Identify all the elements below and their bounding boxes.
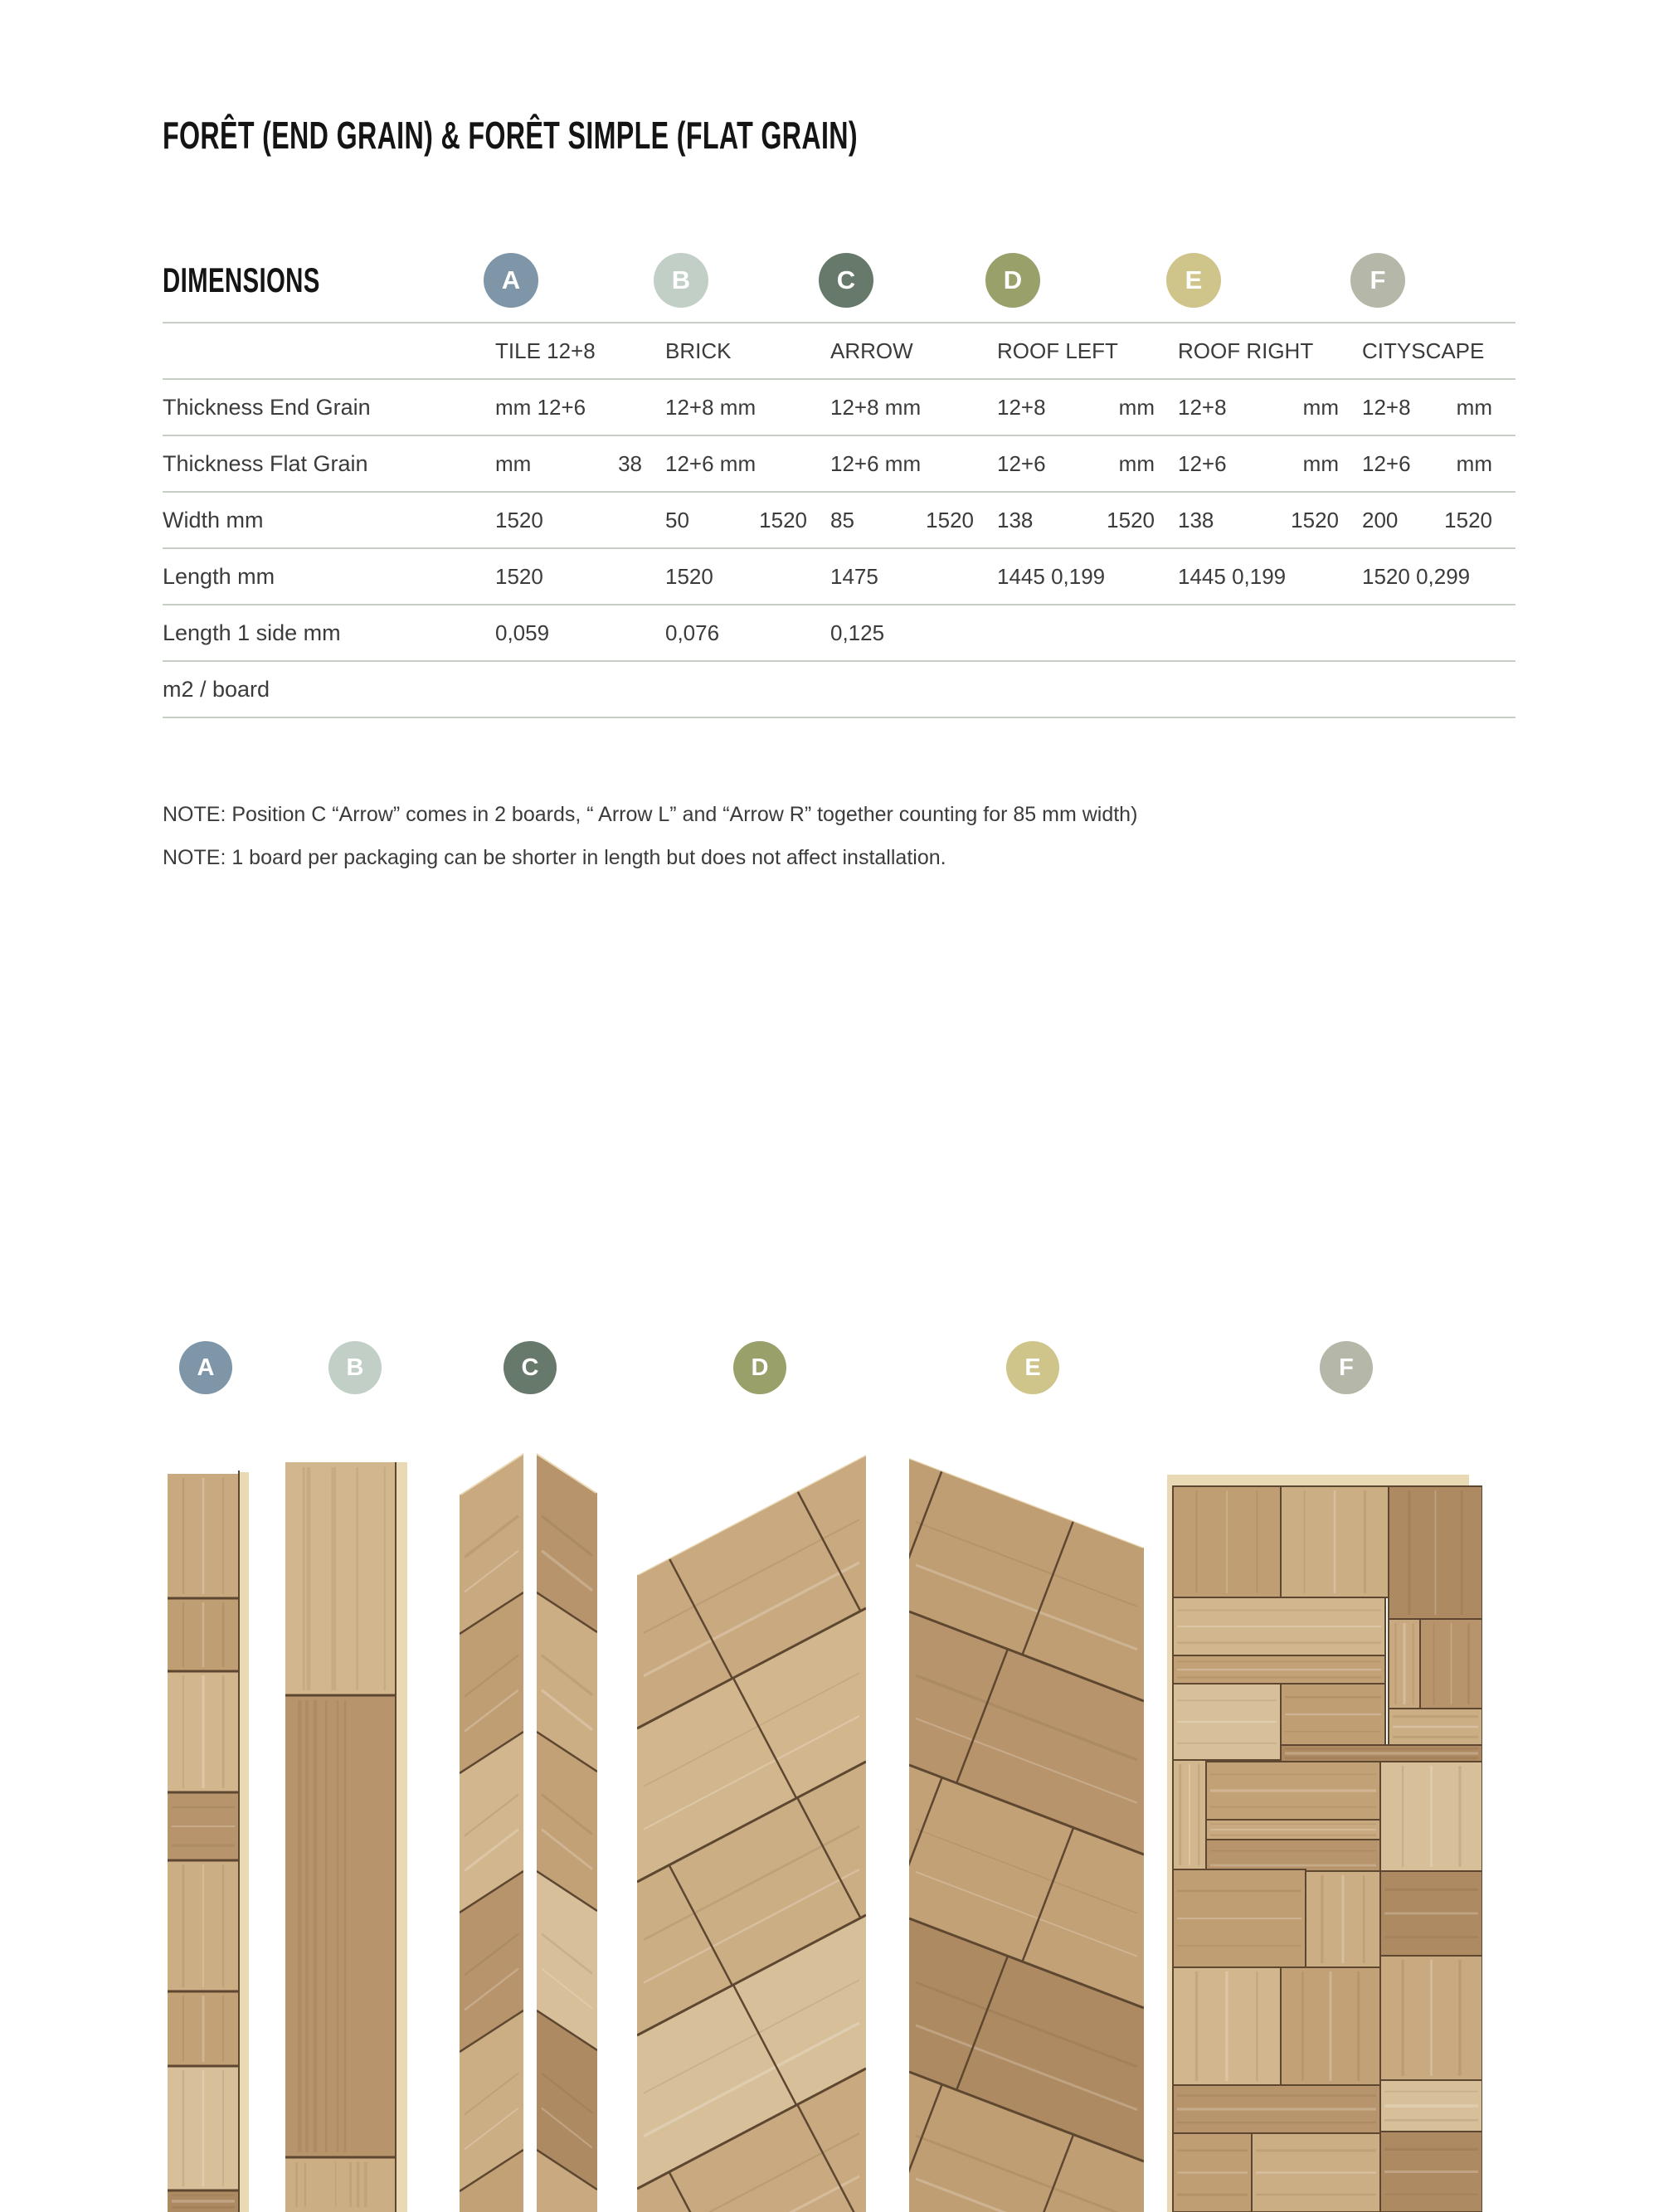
cell-value: 1520 xyxy=(759,507,807,532)
cell-value: 1475 xyxy=(830,563,878,589)
table-cell xyxy=(830,620,997,646)
figure-circle-letter: D xyxy=(751,1354,769,1381)
cell-value: 1520 xyxy=(495,563,543,589)
cell-value: mm xyxy=(495,450,532,476)
figure-circle-letter: C xyxy=(521,1354,539,1381)
table-cell xyxy=(830,508,997,533)
position-circles-row xyxy=(163,239,1515,323)
position-circle-cell xyxy=(1178,253,1362,308)
notes-block xyxy=(163,793,1137,879)
row-label xyxy=(163,677,495,702)
figure-circle-letter: B xyxy=(346,1354,364,1381)
position-circle-d xyxy=(985,253,1040,308)
figure-circle-letter: A xyxy=(197,1354,215,1381)
row-label xyxy=(163,564,495,590)
row-label-text: m2 / board xyxy=(163,676,270,702)
position-letter: E xyxy=(1185,265,1203,294)
column-header-b xyxy=(665,338,830,364)
cell-value: mm xyxy=(1118,394,1155,420)
wood-pattern-tile-image xyxy=(168,1471,249,2212)
figure-circle-e xyxy=(1006,1341,1059,1394)
cell-value: 85 xyxy=(830,507,854,532)
column-header-d xyxy=(997,338,1178,364)
cell-value: 1520 xyxy=(1444,507,1492,532)
table-cell xyxy=(495,508,665,533)
note-line: NOTE: 1 board per packaging can be shorter in length but does not affect installation. xyxy=(163,846,946,869)
row-label xyxy=(163,620,495,646)
column-header-e xyxy=(1178,338,1362,364)
table-row xyxy=(163,605,1515,662)
position-letter: F xyxy=(1370,265,1386,294)
cell-value: mm xyxy=(1118,450,1155,476)
dimensions-table xyxy=(163,239,1515,718)
wood-pattern-arrow-right-image xyxy=(537,1453,597,2212)
table-cell xyxy=(997,564,1178,590)
table-cell xyxy=(1178,451,1362,477)
cell-value: 1520 xyxy=(1107,507,1155,532)
cell-value: mm xyxy=(1456,394,1492,420)
table-cell xyxy=(997,508,1178,533)
wood-pattern-cityscape-image xyxy=(1167,1475,1482,2212)
cell-value: 12+6 xyxy=(1178,450,1227,476)
position-circle-f xyxy=(1350,253,1405,308)
dimensions-heading: DIMENSIONS xyxy=(163,260,320,299)
column-header-label: ARROW xyxy=(830,338,913,363)
cell-value: 1520 xyxy=(495,507,543,532)
table-cell xyxy=(1178,564,1362,590)
cell-value: 12+8 xyxy=(1362,394,1411,420)
cell-value: 0,059 xyxy=(495,620,550,645)
cell-value: mm xyxy=(1302,450,1339,476)
dimensions-heading-cell xyxy=(163,260,495,300)
cell-value: 200 xyxy=(1362,507,1399,532)
row-label xyxy=(163,395,495,421)
position-circle-cell xyxy=(495,253,665,308)
cell-value: 1520 0,299 xyxy=(1362,563,1471,589)
position-circle-cell xyxy=(830,253,997,308)
wood-pattern-brick-image xyxy=(285,1462,407,2212)
cell-value: 0,125 xyxy=(830,620,885,645)
table-cell xyxy=(1178,508,1362,533)
wood-column-arrow-left xyxy=(460,1453,523,2212)
wood-column-roof-left xyxy=(637,1455,866,2212)
row-label-text: Thickness End Grain xyxy=(163,394,371,420)
column-header-label: ROOF LEFT xyxy=(997,338,1118,363)
table-cell xyxy=(665,395,830,421)
figure-circle-d xyxy=(733,1341,786,1394)
wood-column-roof-right xyxy=(909,1458,1144,2212)
cell-value: 138 xyxy=(997,507,1034,532)
cell-value: mm 12+6 xyxy=(495,394,586,420)
table-row xyxy=(163,549,1515,605)
cell-value: 12+8 xyxy=(1178,394,1227,420)
table-cell xyxy=(495,620,665,646)
position-circle-e xyxy=(1166,253,1221,308)
table-cell xyxy=(997,395,1178,421)
figure-circle-letter: E xyxy=(1024,1354,1041,1381)
table-row xyxy=(163,493,1515,549)
table-row xyxy=(163,436,1515,493)
cell-value: 12+8 xyxy=(997,394,1046,420)
row-label-text: Length 1 side mm xyxy=(163,620,341,645)
table-cell xyxy=(495,451,665,477)
table-cell xyxy=(1362,564,1515,590)
row-label-text: Width mm xyxy=(163,507,264,532)
cell-value: mm xyxy=(1456,450,1492,476)
position-circle-c xyxy=(819,253,873,308)
position-circle-b xyxy=(654,253,708,308)
row-label xyxy=(163,451,495,477)
cell-value: 0,076 xyxy=(665,620,720,645)
table-cell xyxy=(665,620,830,646)
column-header-label: ROOF RIGHT xyxy=(1178,338,1314,363)
position-letter: C xyxy=(836,265,856,294)
position-circle-a xyxy=(484,253,538,308)
wood-column-brick xyxy=(285,1462,407,2212)
cell-value: 12+8 mm xyxy=(665,394,757,420)
row-label xyxy=(163,508,495,533)
cell-value: 138 xyxy=(1178,507,1214,532)
position-letter: D xyxy=(1003,265,1023,294)
cell-value: 12+8 mm xyxy=(830,394,922,420)
table-cell xyxy=(1362,451,1515,477)
column-header-f xyxy=(1362,338,1515,364)
column-header-a xyxy=(495,338,665,364)
cell-value: 1520 xyxy=(665,563,713,589)
wood-pattern-roof-right-image xyxy=(909,1458,1144,2212)
cell-value: 1445 0,199 xyxy=(1178,563,1287,589)
position-circle-cell xyxy=(997,253,1178,308)
position-circle-cell xyxy=(665,253,830,308)
column-header-label: CITYSCAPE xyxy=(1362,338,1485,363)
table-row xyxy=(163,380,1515,436)
table-cell xyxy=(830,451,997,477)
column-header-label: TILE 12+8 xyxy=(495,338,596,363)
column-header-label: BRICK xyxy=(665,338,732,363)
table-cell xyxy=(1362,395,1515,421)
figure-circle-c xyxy=(504,1341,557,1394)
page-title: FORÊT (END GRAIN) & FORÊT SIMPLE (FLAT GRAIN) xyxy=(163,114,858,157)
row-label-text: Length mm xyxy=(163,563,275,589)
cell-value: 38 xyxy=(618,450,642,476)
position-circle-cell xyxy=(1362,253,1515,308)
figure-circle-letter: F xyxy=(1339,1354,1354,1381)
wood-column-cityscape xyxy=(1167,1475,1482,2212)
figure-circle-f xyxy=(1320,1341,1373,1394)
cell-value: 12+6 xyxy=(1362,450,1411,476)
wood-column-tile xyxy=(168,1471,249,2212)
table-cell xyxy=(830,395,997,421)
dimensions-table-rows xyxy=(163,380,1515,718)
cell-value: 1520 xyxy=(1291,507,1339,532)
wood-pattern-arrow-left-image xyxy=(460,1453,523,2212)
wood-pattern-roof-left-image xyxy=(637,1455,866,2212)
cell-value: 1445 0,199 xyxy=(997,563,1106,589)
figure-circle-b xyxy=(328,1341,382,1394)
column-header-c xyxy=(830,338,997,364)
position-letter: B xyxy=(671,265,691,294)
column-header-row xyxy=(163,323,1515,380)
table-cell xyxy=(495,395,665,421)
figure-circle-a xyxy=(179,1341,232,1394)
cell-value: 12+6 xyxy=(997,450,1046,476)
table-cell xyxy=(665,508,830,533)
wood-column-arrow-right xyxy=(537,1453,597,2212)
table-cell xyxy=(1178,395,1362,421)
table-cell xyxy=(665,564,830,590)
cell-value: mm xyxy=(1302,394,1339,420)
cell-value: 1520 xyxy=(926,507,974,532)
note-line: NOTE: Position C “Arrow” comes in 2 boards, “ Arrow L” and “Arrow R” together counting for 85 mm width) xyxy=(163,803,1138,826)
table-cell xyxy=(1362,508,1515,533)
table-cell xyxy=(495,564,665,590)
table-cell xyxy=(665,451,830,477)
row-label-text: Thickness Flat Grain xyxy=(163,450,368,476)
table-cell xyxy=(997,451,1178,477)
cell-value: 50 xyxy=(665,507,689,532)
cell-value: 12+6 mm xyxy=(665,450,757,476)
position-letter: A xyxy=(501,265,521,294)
cell-value: 12+6 mm xyxy=(830,450,922,476)
table-row xyxy=(163,662,1515,718)
table-cell xyxy=(830,564,997,590)
